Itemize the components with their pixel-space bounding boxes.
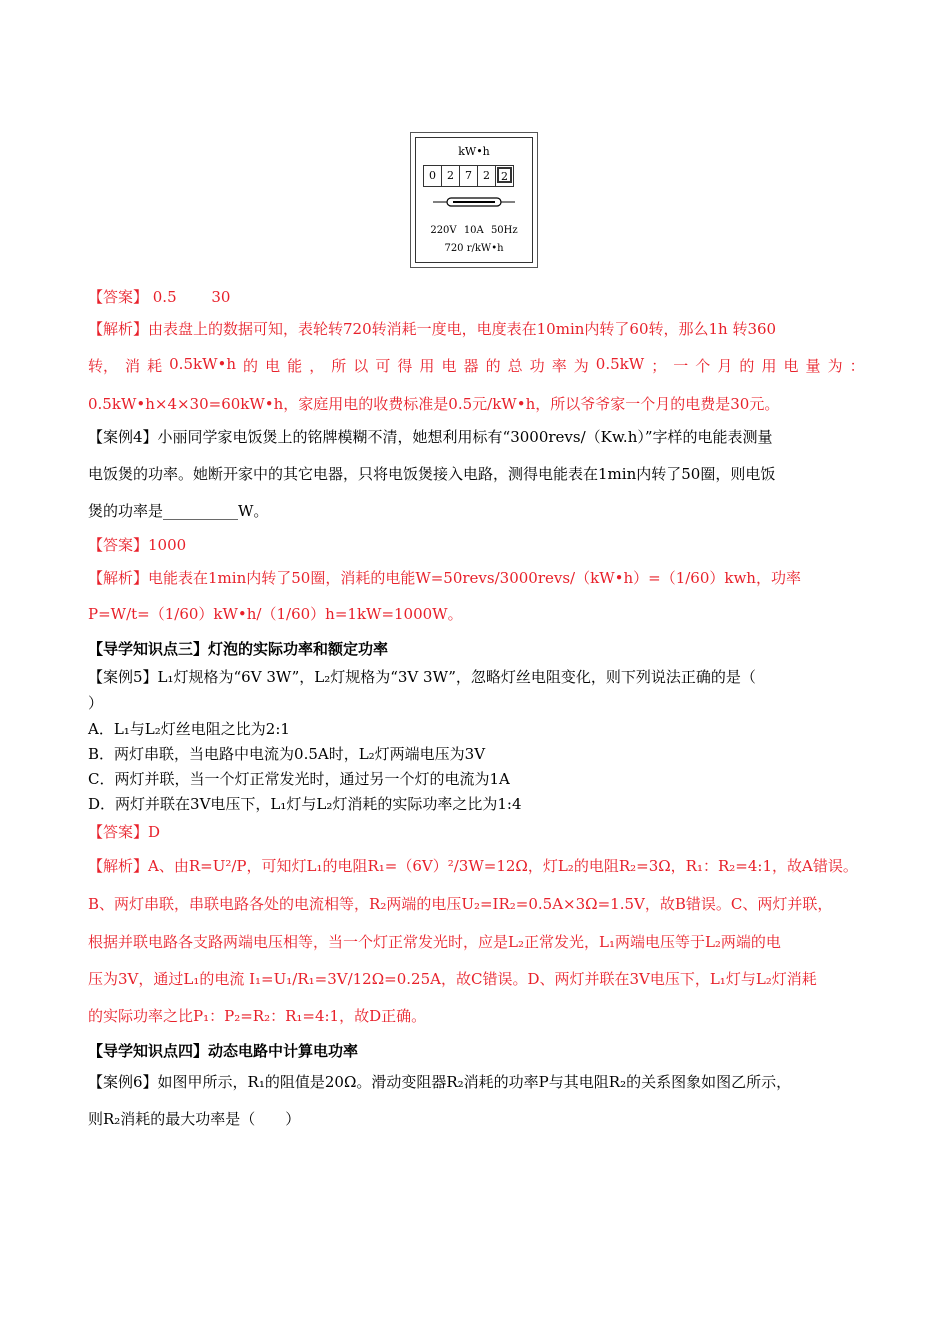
text-line: 【答案】D xyxy=(88,823,161,841)
text-line: 根据并联电路各支路两端电压相等，当一个灯正常发光时，应是L₂正常发光，L₁两端电压等于L₂两端的电 xyxy=(88,933,781,951)
text-word: 月 xyxy=(717,357,733,375)
text-word: 个 xyxy=(695,357,711,375)
text-line: 【解析】A、由R=U²/P，可知灯L₁的电阻R₁=（6V）²/3W=12Ω，灯L₂的电阻R₂=3Ω，R₁：R₂=4:1，故A错误。 xyxy=(88,857,858,875)
text-word: 能 xyxy=(287,357,303,375)
text-word: 一 xyxy=(673,357,689,375)
text-line: 【答案】 0.5 30 xyxy=(88,288,231,306)
section-heading: 【导学知识点四】动态电路中计算电功率 xyxy=(88,1042,359,1060)
text-line: 煲的功率是__________W。 xyxy=(88,502,269,520)
text-word: 的 xyxy=(243,357,259,375)
text-word: 得 xyxy=(397,357,413,375)
text-line xyxy=(88,355,865,376)
text-word: 0.5kW•h xyxy=(169,355,237,373)
text-word: 量 xyxy=(805,357,821,375)
text-line: 电饭煲的功率。她断开家中的其它电器，只将电饭煲接入电路，测得电能表在1min内转了50圈，则电饭 xyxy=(88,465,776,483)
text-line: 【案例6】如图甲所示，R₁的阻值是20Ω。滑动变阻器R₂消耗的功率P与其电阻R₂的关系图象如图乙所示， xyxy=(88,1073,792,1091)
text-word: 为 xyxy=(827,357,843,375)
text-line: ） xyxy=(88,694,104,712)
text-word: ； xyxy=(651,357,667,375)
text-line: 【解析】电能表在1min内转了50圈，消耗的电能W=50revs/3000revs/（kW•h）=（1/60）kwh，功率 xyxy=(88,569,801,587)
text-word: 消 xyxy=(125,357,141,375)
text-word: 可 xyxy=(375,357,391,375)
text-line: P=W/t=（1/60）kW•h/（1/60）h=1kW=1000W。 xyxy=(88,605,463,623)
text-line: 则R₂消耗的最大功率是（ ） xyxy=(88,1110,301,1128)
meter-digit: 2 xyxy=(442,166,460,186)
text-word: 为 xyxy=(573,357,589,375)
text-word: 电 xyxy=(783,357,799,375)
text-word: 的 xyxy=(739,357,755,375)
text-word: 转， xyxy=(88,357,119,375)
text-line: 【案例5】L₁灯规格为“6V 3W”，L₂灯规格为“3V 3W”，忽略灯丝电阻变化，则下列说法正确的是（ xyxy=(88,668,756,686)
text-word: 0.5kW xyxy=(595,355,645,373)
meter-digit: 7 xyxy=(460,166,478,186)
text-line: 压为3V，通过L₁的电流 I₁=U₁/R₁=3V/12Ω=0.25A，故C错误。D、两灯并联在3V电压下，L₁灯与L₂灯消耗 xyxy=(88,970,817,988)
text-word: 率 xyxy=(551,357,567,375)
text-word: 用 xyxy=(761,357,777,375)
text-line: 【答案】1000 xyxy=(88,536,187,554)
text-word: 电 xyxy=(265,357,281,375)
text-word: 器 xyxy=(463,357,479,375)
text-word: 以 xyxy=(353,357,369,375)
meter-digits xyxy=(423,165,514,187)
text-line: 【案例4】小丽同学家电饭煲上的铭牌模糊不清，她想利用标有“3000revs/（Kw.h）”字样的电能表测量 xyxy=(88,428,773,446)
meter-digit-decimal: 2 xyxy=(497,167,512,183)
meter-unit: kW•h xyxy=(458,145,490,158)
text-word: 功 xyxy=(529,357,545,375)
meter-disc-icon xyxy=(433,197,515,207)
meter-digit: 0 xyxy=(424,166,442,186)
text-line: 0.5kW•h×4×30=60kW•h，家庭用电的收费标准是0.5元/kW•h，所以爷爷家一个月的电费是30元。 xyxy=(88,395,780,413)
text-word: 总 xyxy=(507,357,523,375)
section-heading: 【导学知识点三】灯泡的实际功率和额定功率 xyxy=(88,640,389,658)
text-word: 电 xyxy=(441,357,457,375)
text-line: D．两灯并联在3V电压下，L₁灯与L₂灯消耗的实际功率之比为1:4 xyxy=(88,795,522,813)
text-word: 用 xyxy=(419,357,435,375)
text-word: 的 xyxy=(485,357,501,375)
text-word: ， xyxy=(309,357,325,375)
text-word: 耗 xyxy=(147,357,163,375)
meter-spec: 220V 10A 50Hz xyxy=(430,225,518,236)
text-line: C．两灯并联，当一个灯正常发光时，通过另一个灯的电流为1A xyxy=(88,770,510,788)
meter-rev-rate: 720 r/kW•h xyxy=(444,243,504,254)
text-word: 所 xyxy=(331,357,347,375)
text-word: ： xyxy=(849,357,865,375)
text-line: B、两灯串联，串联电路各处的电流相等，R₂两端的电压U₂=IR₂=0.5A×3Ω=1.5V，故B错误。C、两灯并联， xyxy=(88,895,833,913)
text-line: B．两灯串联，当电路中电流为0.5A时，L₂灯两端电压为3V xyxy=(88,745,486,763)
text-line: A．L₁与L₂灯丝电阻之比为2:1 xyxy=(88,720,290,738)
text-line: 的实际功率之比P₁：P₂=R₂：R₁=4:1，故D正确。 xyxy=(88,1007,427,1025)
electric-meter-figure xyxy=(410,132,538,268)
meter-digit: 2 xyxy=(478,166,496,186)
text-line: 【解析】由表盘上的数据可知，表轮转720转消耗一度电，电度表在10min内转了60转，那么1h 转360 xyxy=(88,320,777,338)
